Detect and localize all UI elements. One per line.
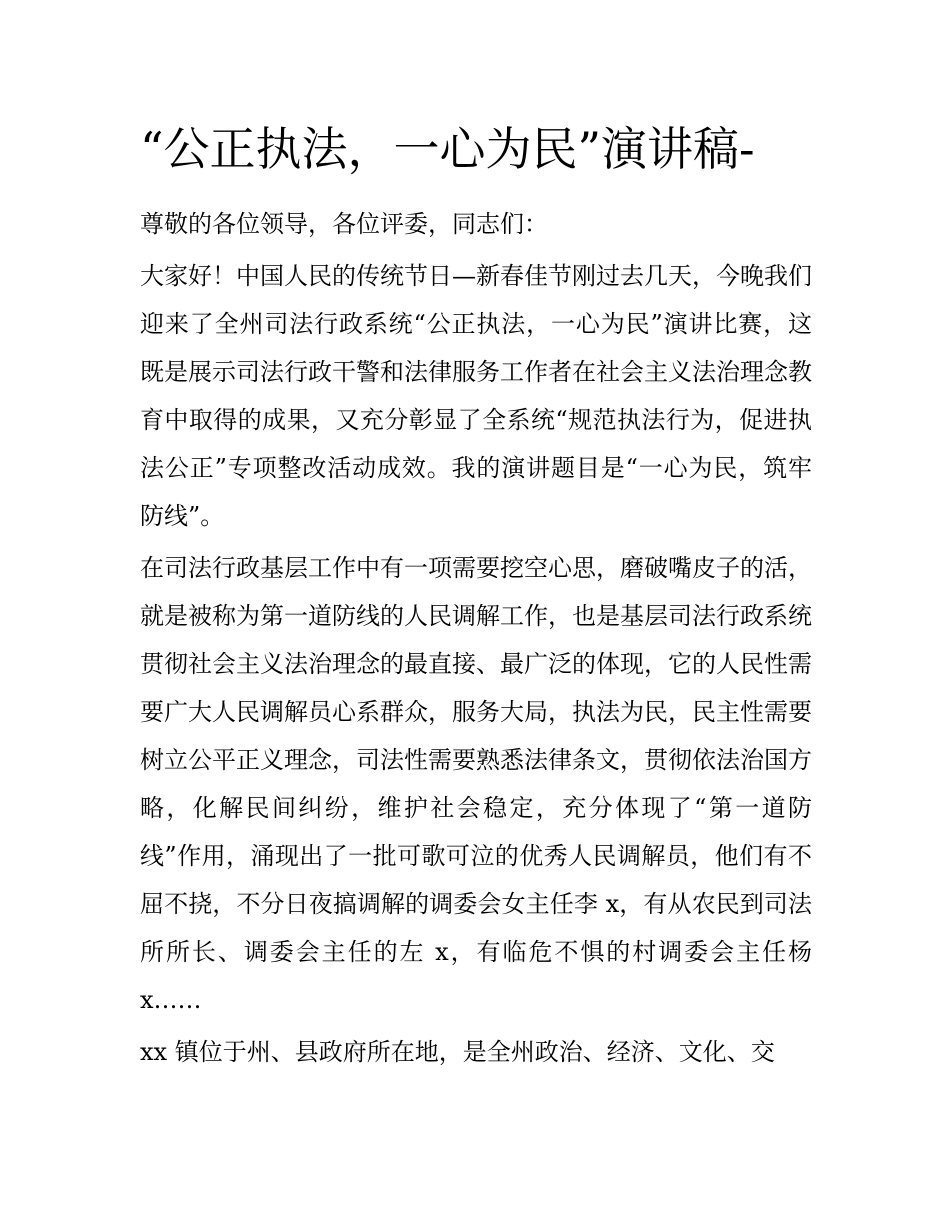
paragraph-town: xx 镇位于州、县政府所在地，是全州政治、经济、文化、交 xyxy=(140,1038,775,1066)
document-title: “公正执法，一心为民”演讲稿- xyxy=(140,122,755,176)
paragraph-mediation: 在司法行政基层工作中有一项需要挖空心思，磨破嘴皮子的活，就是被称为第一道防线的人民调解工作，也是基层司法行政系统贯彻社会主义法治理念的最直接、最广泛的体现，它的人民性需要广大人民调解员心系群众，服务大局，执法为民，民主性需要树立公平正义理念，司法性需要熟悉法律条文，贯彻依法治国方略，化解民间纠纷，维护社会稳定，充分体现了“第一道防线”作用，涌现出了一批可歌可泣的优秀人民调解员，他们有不屈不挠，不分日夜搞调解的调委会女主任李 x，有从农民到司法所所长、调委会主任的左 x，有临危不惧的村调委会主任杨 x…… xyxy=(140,554,812,1014)
salutation: 尊敬的各位领导，各位评委，同志们： xyxy=(140,210,548,238)
paragraph-opening: 大家好！中国人民的传统节日—新春佳节刚过去几天，今晚我们迎来了全州司法行政系统“公正执法，一心为民”演讲比赛，这既是展示司法行政干警和法律服务工作者在社会主义法治理念教育中取得的成果，又充分彰显了全系统“规范执法行为，促进执法公正”专项整改活动成效。我的演讲题目是“一心为民，筑牢防线”。 xyxy=(140,262,812,530)
document-body xyxy=(140,200,812,1080)
